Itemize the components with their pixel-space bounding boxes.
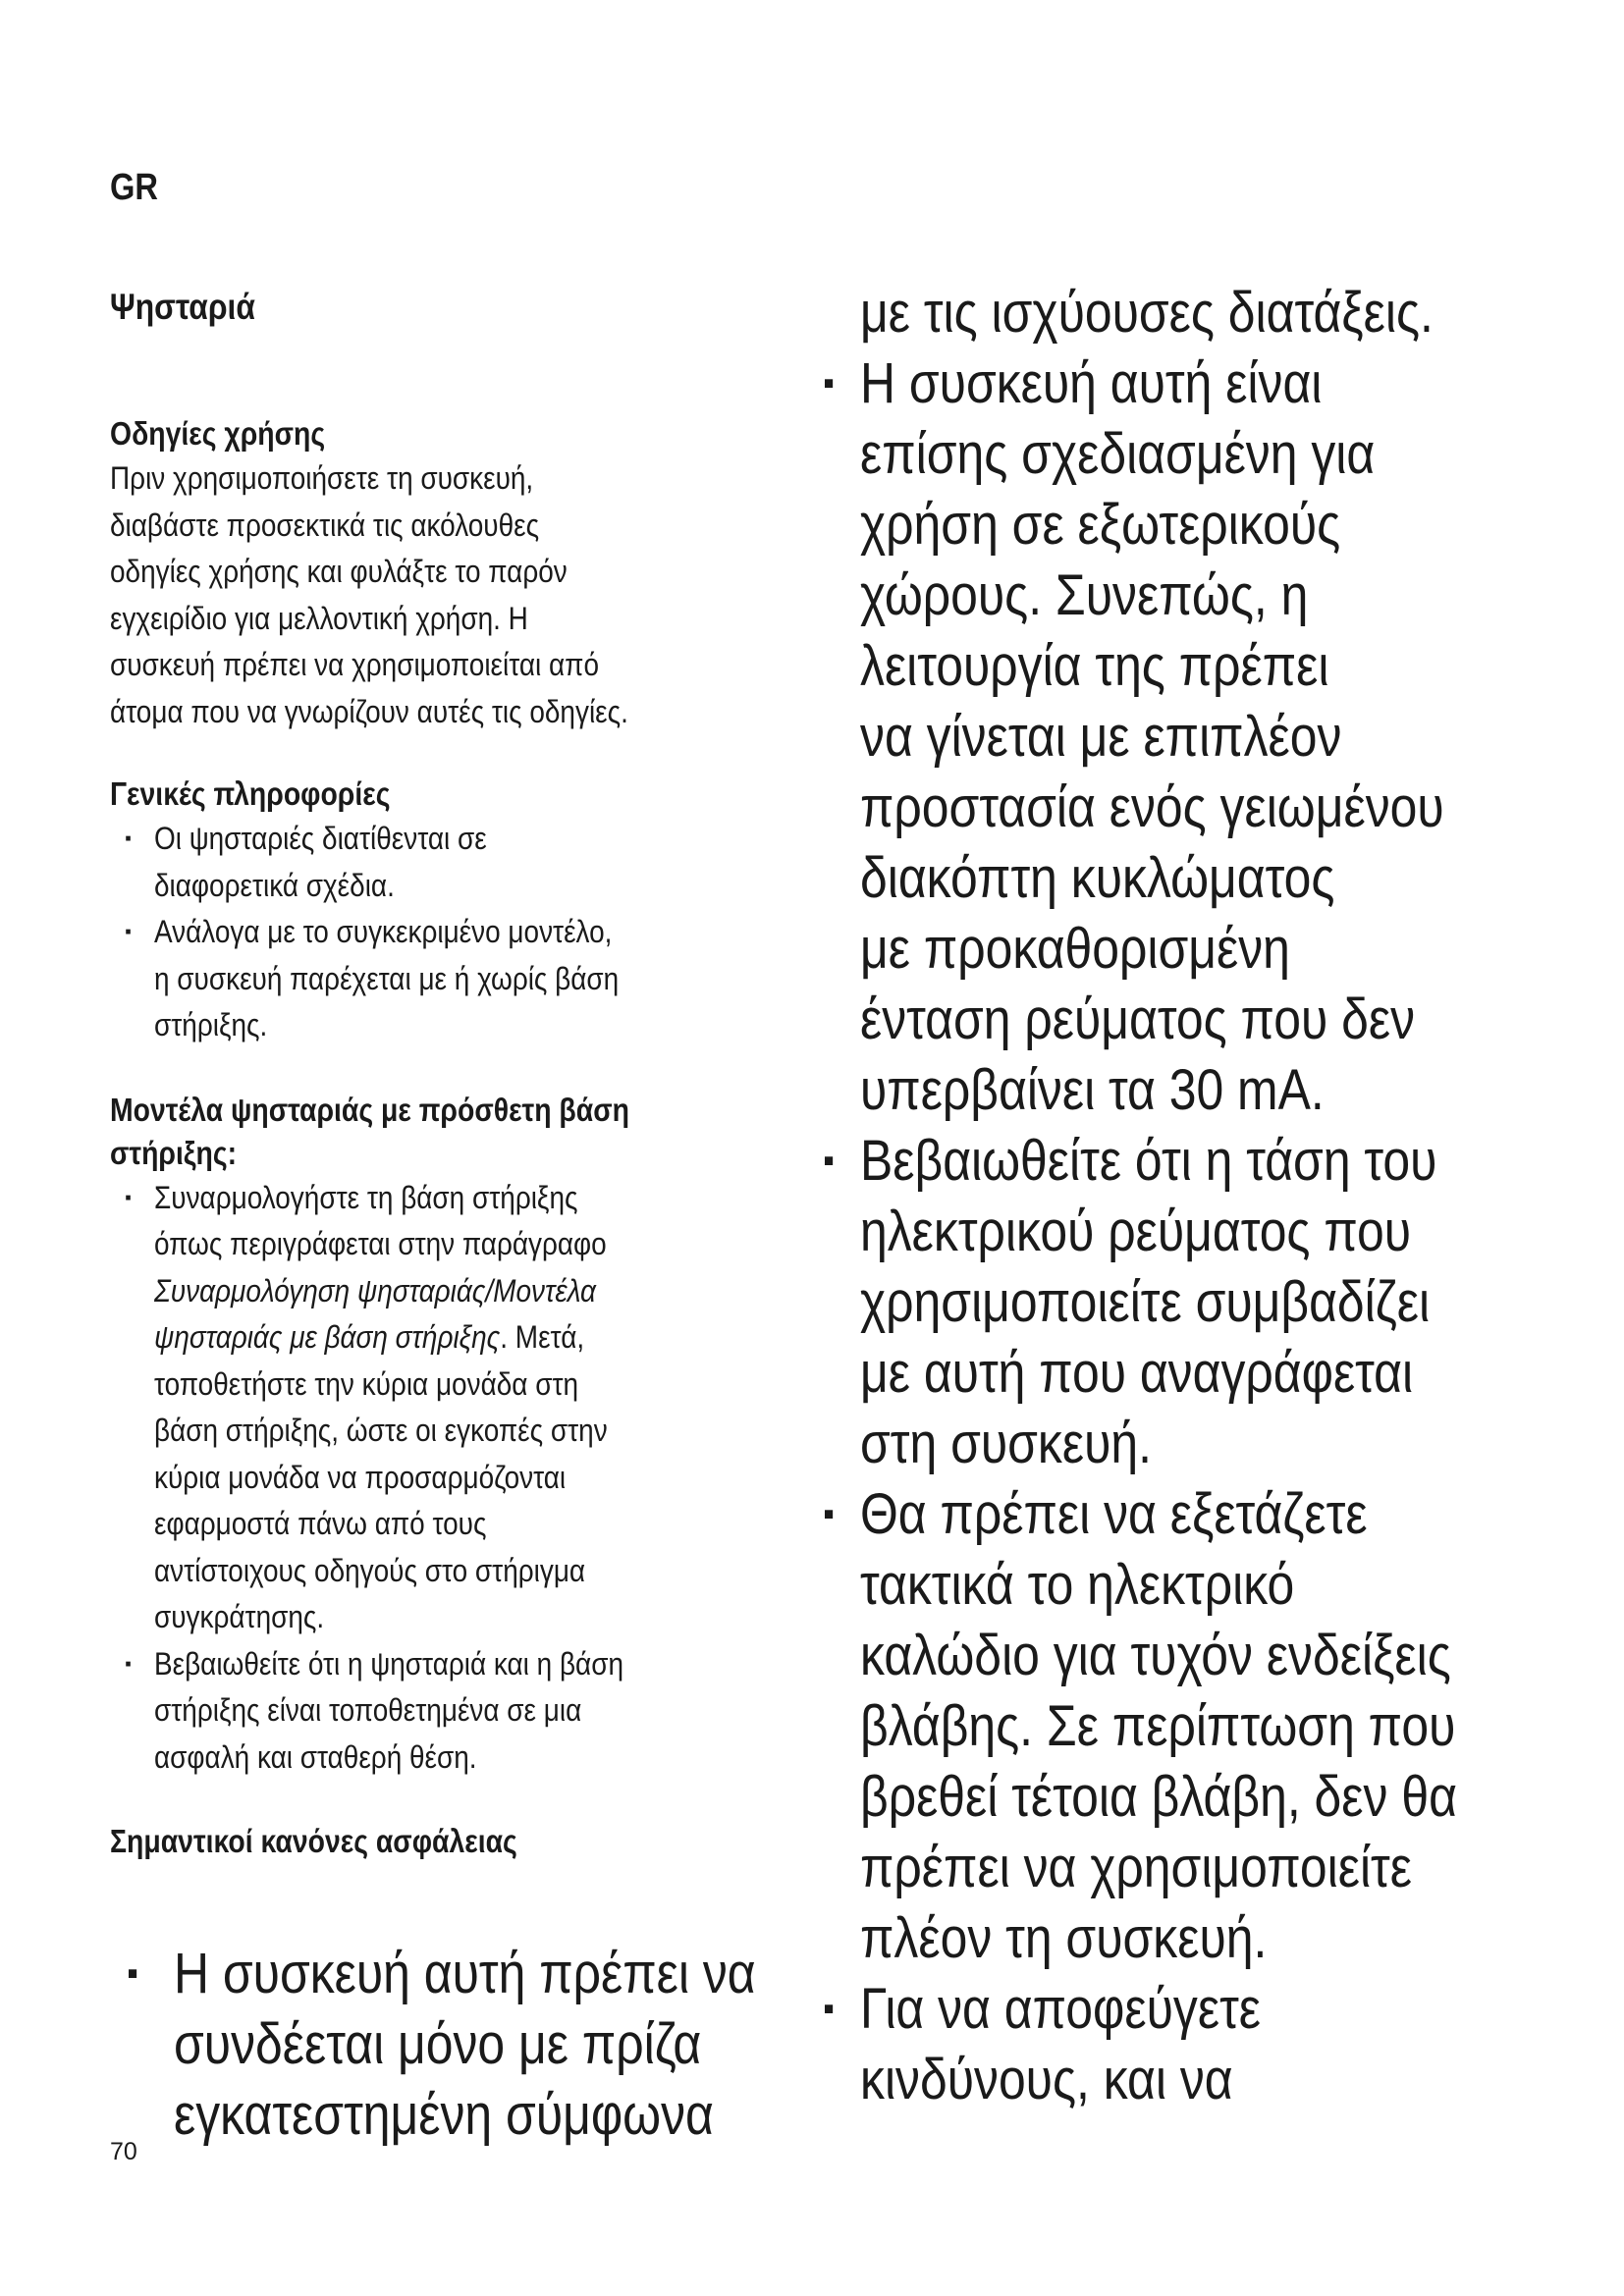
safety-heading-block <box>110 1820 797 1863</box>
safety-line: εγκατεστημένη σύμφωνα <box>174 2083 714 2147</box>
safety-line: χώρους. Συνεπώς, η <box>860 563 1309 627</box>
bullet-line: · Βεβαιωθείτε ότι η ψησταριά και η βάση <box>154 1645 623 1682</box>
instructions-text <box>110 455 797 735</box>
instructions-line: οδηγίες χρήσης και φυλάξτε το παρόν <box>110 554 568 589</box>
safety-line: · Η συσκευή αυτή είναι <box>806 348 1547 419</box>
safety-line: να γίνεται με επιπλέον <box>860 705 1342 769</box>
instructions-line: διαβάστε προσεκτικά τις ακόλουθες <box>110 507 540 543</box>
general-bullet <box>110 909 797 1049</box>
general-bullet <box>110 816 797 909</box>
safety-line: λειτουργία της πρέπει <box>860 634 1329 698</box>
safety-line: · Βεβαιωθείτε ότι η τάση του <box>806 1126 1547 1197</box>
safety-line: με προκαθορισμένη <box>860 917 1290 981</box>
bullet-line: βάση στήριξης, ώστε οι εγκοπές στην <box>154 1413 608 1448</box>
safety-line: με τις ισχύουσες διατάξεις. <box>860 281 1434 345</box>
general-section <box>110 773 797 1049</box>
general-bullets <box>110 816 797 1049</box>
bullet-line: τοποθετήστε την κύρια μονάδα στη <box>154 1365 579 1402</box>
bullet-line: διαφορετικά σχέδια. <box>154 867 395 903</box>
safety-line: ένταση ρεύματος που δεν <box>860 988 1416 1051</box>
safety-line: βλάβης. Σε περίπτωση που <box>860 1694 1456 1758</box>
safety-line: πλέον τη συσκευή. <box>860 1906 1268 1970</box>
bullet-line: συγκράτησης. <box>154 1599 325 1634</box>
safety-right-text <box>860 278 1547 2115</box>
models-bullet-1: · Συναρμολογήστε τη βάση στήριξης όπως περιγράφεται στην παράγραφο Συναρμολόγηση ψησταριάς/Μοντέλα ψησταριάς με βάση στήριξης. Μετά, τοποθετήστε την κύρια μονάδα στη βάση στήριξης, ώστε οι εγκοπές στην κύρια μονάδα να προσαρμόζονται εφαρμοστά πάνω από τους αντίστοιχους οδηγούς στο στήριγμα συγκράτησης. <box>110 1175 797 1641</box>
page-title: Ψησταριά <box>110 287 255 327</box>
safety-line: επίσης σχεδιασμένη για <box>860 422 1376 486</box>
instructions-heading: Οδηγίες χρήσης <box>110 415 326 452</box>
safety-line: προστασία ενός γειωμένου <box>860 775 1444 839</box>
safety-line: τακτικά το ηλεκτρικό <box>860 1553 1295 1617</box>
bullet-line: · Οι ψησταριές διατίθενται σε <box>154 821 487 856</box>
safety-left-text <box>110 1939 856 2151</box>
models-bullet-2 <box>110 1641 797 1782</box>
instructions-line: συσκευή πρέπει να χρησιμοποιείται από <box>110 647 599 682</box>
instructions-line: Πριν χρησιμοποιήσετε τη συσκευή, <box>110 460 534 496</box>
instructions-line: άτομα που να γνωρίζουν αυτές τις οδηγίες. <box>110 693 628 729</box>
safety-line: πρέπει να χρησιμοποιείτε <box>860 1836 1412 1899</box>
left-column <box>110 412 797 1863</box>
safety-line: · Για να αποφεύγετε <box>806 1974 1547 2045</box>
safety-line: · Η συσκευή αυτή πρέπει να <box>110 1939 856 2009</box>
instructions-section <box>110 412 797 735</box>
models-section <box>110 1089 797 1782</box>
safety-line: βρεθεί τέτοια βλάβη, δεν θα <box>860 1765 1457 1829</box>
language-code: GR <box>110 167 159 208</box>
bullet-line: στήριξης. <box>154 1007 268 1042</box>
bullet-line: εφαρμοστά πάνω από τους <box>154 1506 487 1541</box>
safety-line: χρήση σε εξωτερικούς <box>860 493 1341 557</box>
bullet-line: στήριξης είναι τοποθετημένα σε μια <box>154 1692 582 1728</box>
safety-line: με αυτή που αναγράφεται <box>860 1341 1414 1405</box>
bullet-line: · Ανάλογα με το συγκεκριμένο μοντέλο, <box>154 914 613 949</box>
bullet-line: κύρια μονάδα να προσαρμόζονται <box>154 1459 567 1495</box>
page-number: 70 <box>110 2138 137 2165</box>
safety-line: · Θα πρέπει να εξετάζετε <box>806 1479 1547 1550</box>
bullet-line: αντίστοιχους οδηγούς στο στήριγμα <box>154 1552 586 1588</box>
safety-line: χρησιμοποιείτε συμβαδίζει <box>860 1270 1431 1334</box>
safety-line: συνδέεται μόνο με πρίζα <box>174 2012 702 2076</box>
instructions-line: εγχειρίδιο για μελλοντική χρήση. Η <box>110 600 528 636</box>
safety-line: υπερβαίνει τα 30 mA. <box>860 1058 1325 1122</box>
bullet-line: η συσκευή παρέχεται με ή χωρίς βάση <box>154 960 620 996</box>
safety-heading: Σημαντικοί κανόνες ασφάλειας <box>110 1823 517 1859</box>
safety-line: στη συσκευή. <box>860 1412 1152 1475</box>
safety-line: ηλεκτρικού ρεύματος που <box>860 1200 1412 1263</box>
bullet-line: ασφαλή και σταθερή θέση. <box>154 1738 477 1775</box>
safety-line: διακόπτη κυκλώματος <box>860 846 1335 910</box>
models-heading: Μοντέλα ψησταριάς με πρόσθετη βάση στήριξης: <box>110 1091 629 1171</box>
safety-line: κινδύνους, και να <box>860 2048 1233 2111</box>
safety-line: καλώδιο για τυχόν ενδείξεις <box>860 1624 1451 1687</box>
general-heading: Γενικές πληροφορίες <box>110 775 391 812</box>
